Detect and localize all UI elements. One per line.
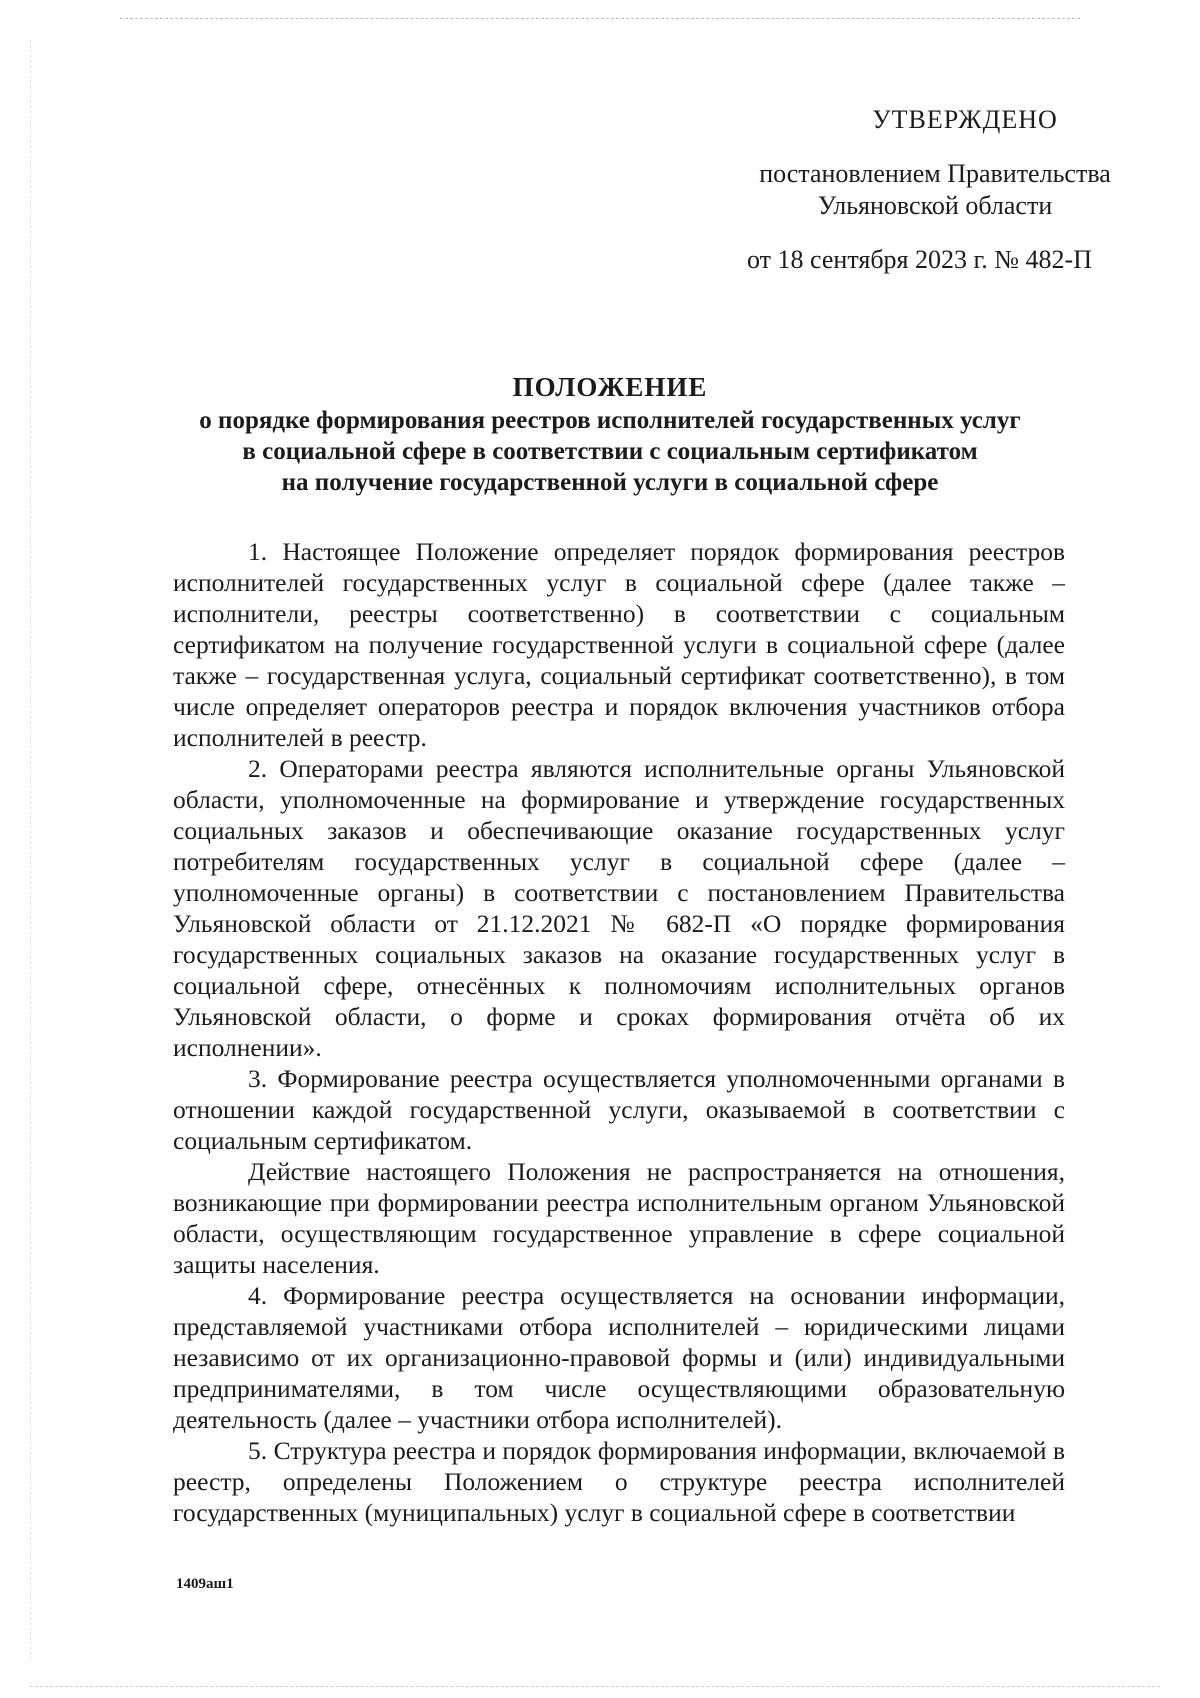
approval-date: от 18 сентября 2023 г. № 482-П: [747, 245, 1092, 274]
scan-border-left: [30, 40, 31, 1660]
approval-block: [730, 104, 1140, 276]
document-code: 1409аш1: [176, 1576, 234, 1592]
paragraph-2: 2. Операторами реестра являются исполнительные органы Ульяновской области, уполномоченные на формирование и утверждение государственных социальных заказов и обеспечивающие оказание государственных услуг потребителям государственных услуг в социальной сфере (далее – уполномоченные органы) в соответствии с постановлением Правительства Ульяновской области от 21.12.2021 № 682-П «О порядке формирования государственных социальных заказов на оказание государственных услуг в социальной сфере, отнесённых к полномочиям исполнительных органов Ульяновской области, о форме и сроках формирования отчёта об их исполнении».: [173, 754, 1065, 1062]
scan-border-bottom: [30, 1686, 1160, 1687]
approval-decree: [730, 158, 1140, 222]
approval-decree-line1: постановлением Правительства: [759, 159, 1111, 188]
document-body: [173, 536, 1065, 1528]
title-line-1: о порядке формирования реестров исполнителей государственных услуг: [199, 407, 1021, 434]
approval-decree-line2: Ульяновской области: [817, 191, 1053, 220]
paragraph-1: 1. Настоящее Положение определяет порядок формирования реестров исполнителей государственных услуг в социальной сфере (далее также – исполнители, реестры соответственно) в соответствии с социальным сертификатом на получение государственной услуги в социальной сфере (далее также – государственная услуга, социальный сертификат соответственно), в том числе определяет операторов реестра и порядок включения участников отбора исполнителей в реестр.: [173, 537, 1065, 752]
paragraph-4: 4. Формирование реестра осуществляется на основании информации, представляемой участниками отбора исполнителей – юридическими лицами независимо от их организационно-правовой формы и (или) индивидуальными предпринимателями, в том числе осуществляющими образовательную деятельность (далее – участники отбора исполнителей).: [173, 1281, 1065, 1434]
title-heading: ПОЛОЖЕНИЕ: [512, 372, 708, 402]
paragraph-3: 3. Формирование реестра осуществляется уполномоченными органами в отношении каждой государственной услуги, оказываемой в соответствии с социальным сертификатом.: [173, 1064, 1065, 1155]
paragraph-5: 5. Структура реестра и порядок формирования информации, включаемой в реестр, определены Положением о структуре реестра исполнителей государственных (муниципальных) услуг в социальной сфере в соответствии: [173, 1436, 1065, 1527]
paragraph-3-continued: Действие настоящего Положения не распространяется на отношения, возникающие при формировании реестра исполнительным органом Ульяновской области, осуществляющим государственное управление в сфере социальной защиты населения.: [173, 1157, 1065, 1279]
title-line-2: в социальной сфере в соответствии с социальным сертификатом: [242, 438, 978, 465]
title-line-3: на получение государственной услуги в социальной сфере: [281, 469, 939, 496]
approval-stamp: УТВЕРЖДЕНО: [872, 105, 1058, 134]
document-title: [160, 372, 1060, 498]
scan-border-top: [120, 18, 1080, 19]
